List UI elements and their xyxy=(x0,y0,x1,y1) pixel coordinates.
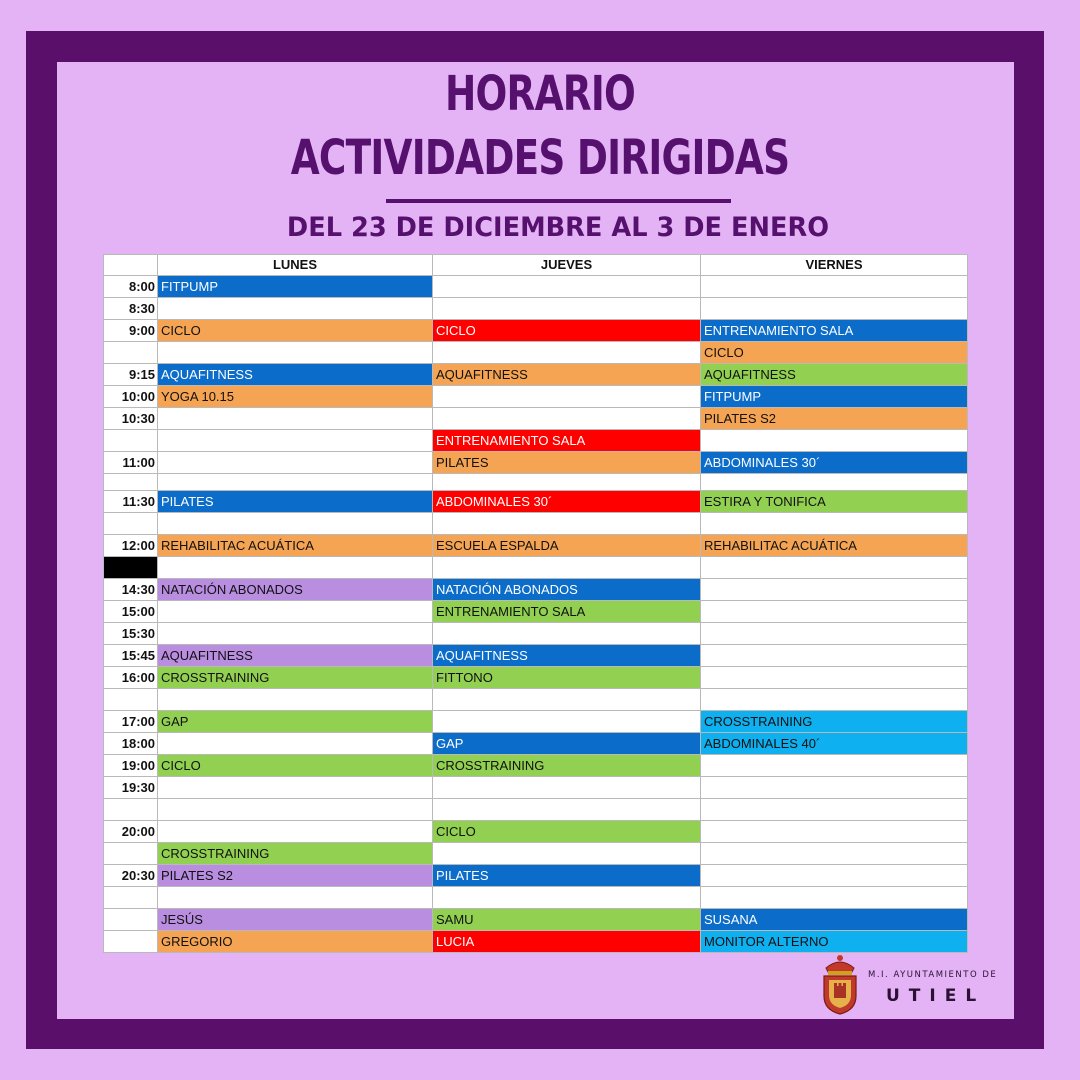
table-row xyxy=(104,430,968,452)
column-header-time xyxy=(104,255,158,276)
activity-cell-viernes: CROSSTRAINING xyxy=(701,711,968,733)
organization-label: M.I. AYUNTAMIENTO DE xyxy=(868,970,998,980)
table-row xyxy=(104,909,968,931)
time-cell: 20:00 xyxy=(104,821,158,843)
schedule-header-row xyxy=(104,255,968,276)
schedule-body xyxy=(104,276,968,953)
time-cell: 12:00 xyxy=(104,535,158,557)
table-row xyxy=(104,887,968,909)
table-row xyxy=(104,408,968,430)
activity-cell-viernes xyxy=(701,821,968,843)
activity-cell-lunes xyxy=(158,298,433,320)
table-row xyxy=(104,733,968,755)
activity-cell-viernes xyxy=(701,557,968,579)
activity-cell-lunes xyxy=(158,513,433,535)
page-title-line2: ACTIVIDADES DIRIGIDAS xyxy=(290,130,790,186)
time-cell: 9:00 xyxy=(104,320,158,342)
activity-cell-jueves: CROSSTRAINING xyxy=(433,755,701,777)
activity-cell-jueves: ABDOMINALES 30´ xyxy=(433,491,701,513)
table-row xyxy=(104,320,968,342)
time-cell xyxy=(104,430,158,452)
activity-cell-jueves xyxy=(433,799,701,821)
activity-cell-jueves: NATACIÓN ABONADOS xyxy=(433,579,701,601)
table-row xyxy=(104,843,968,865)
table-row xyxy=(104,298,968,320)
activity-cell-lunes xyxy=(158,342,433,364)
time-cell: 14:30 xyxy=(104,579,158,601)
activity-cell-lunes xyxy=(158,557,433,579)
activity-cell-lunes xyxy=(158,408,433,430)
activity-cell-viernes xyxy=(701,298,968,320)
table-row xyxy=(104,689,968,711)
table-row xyxy=(104,865,968,887)
column-header-viernes: VIERNES xyxy=(701,255,968,276)
table-row xyxy=(104,711,968,733)
activity-cell-viernes xyxy=(701,843,968,865)
activity-cell-viernes xyxy=(701,645,968,667)
activity-cell-viernes: FITPUMP xyxy=(701,386,968,408)
activity-cell-lunes xyxy=(158,430,433,452)
time-cell: 11:30 xyxy=(104,491,158,513)
activity-cell-jueves: AQUAFITNESS xyxy=(433,364,701,386)
activity-cell-viernes xyxy=(701,799,968,821)
table-row xyxy=(104,452,968,474)
time-cell xyxy=(104,513,158,535)
table-row xyxy=(104,491,968,513)
activity-cell-viernes: AQUAFITNESS xyxy=(701,364,968,386)
time-cell: 10:00 xyxy=(104,386,158,408)
activity-cell-viernes: CICLO xyxy=(701,342,968,364)
table-row xyxy=(104,386,968,408)
activity-cell-lunes: CROSSTRAINING xyxy=(158,843,433,865)
activity-cell-viernes xyxy=(701,430,968,452)
activity-cell-jueves xyxy=(433,557,701,579)
table-row xyxy=(104,513,968,535)
activity-cell-jueves xyxy=(433,623,701,645)
date-range-subtitle: DEL 23 DE DICIEMBRE AL 3 DE ENERO xyxy=(286,212,830,243)
activity-cell-lunes xyxy=(158,821,433,843)
activity-cell-jueves: ESCUELA ESPALDA xyxy=(433,535,701,557)
activity-cell-lunes: PILATES S2 xyxy=(158,865,433,887)
activity-cell-jueves: CICLO xyxy=(433,821,701,843)
time-cell xyxy=(104,474,158,491)
activity-cell-jueves xyxy=(433,408,701,430)
activity-cell-jueves xyxy=(433,513,701,535)
time-cell xyxy=(104,931,158,953)
activity-cell-jueves xyxy=(433,887,701,909)
time-cell: 20:30 xyxy=(104,865,158,887)
time-cell: 16:00 xyxy=(104,667,158,689)
table-row xyxy=(104,579,968,601)
time-cell: 8:00 xyxy=(104,276,158,298)
time-cell xyxy=(104,342,158,364)
activity-cell-jueves xyxy=(433,298,701,320)
activity-cell-lunes xyxy=(158,623,433,645)
activity-cell-viernes: REHABILITAC ACUÁTICA xyxy=(701,535,968,557)
activity-cell-lunes: NATACIÓN ABONADOS xyxy=(158,579,433,601)
activity-cell-jueves xyxy=(433,342,701,364)
table-row xyxy=(104,645,968,667)
title-underline xyxy=(386,199,731,203)
activity-cell-lunes: FITPUMP xyxy=(158,276,433,298)
time-cell: 8:30 xyxy=(104,298,158,320)
activity-cell-lunes: CICLO xyxy=(158,320,433,342)
coat-of-arms-icon xyxy=(818,952,862,1016)
activity-cell-viernes xyxy=(701,513,968,535)
activity-cell-jueves xyxy=(433,276,701,298)
activity-cell-jueves xyxy=(433,386,701,408)
time-cell: 17:00 xyxy=(104,711,158,733)
activity-cell-lunes: GREGORIO xyxy=(158,931,433,953)
table-row xyxy=(104,931,968,953)
table-row xyxy=(104,755,968,777)
activity-cell-jueves xyxy=(433,474,701,491)
activity-cell-lunes xyxy=(158,689,433,711)
activity-cell-lunes: PILATES xyxy=(158,491,433,513)
activity-cell-lunes xyxy=(158,452,433,474)
activity-cell-jueves xyxy=(433,843,701,865)
time-cell xyxy=(104,557,158,579)
activity-cell-lunes: GAP xyxy=(158,711,433,733)
activity-cell-jueves xyxy=(433,711,701,733)
time-cell: 19:30 xyxy=(104,777,158,799)
activity-cell-jueves: FITTONO xyxy=(433,667,701,689)
activity-cell-viernes: ABDOMINALES 30´ xyxy=(701,452,968,474)
activity-cell-viernes xyxy=(701,667,968,689)
table-row xyxy=(104,535,968,557)
activity-cell-jueves: LUCIA xyxy=(433,931,701,953)
activity-cell-jueves: GAP xyxy=(433,733,701,755)
activity-cell-viernes xyxy=(701,623,968,645)
table-row xyxy=(104,777,968,799)
activity-cell-jueves xyxy=(433,777,701,799)
table-row xyxy=(104,623,968,645)
activity-cell-jueves: CICLO xyxy=(433,320,701,342)
table-row xyxy=(104,474,968,491)
time-cell: 15:00 xyxy=(104,601,158,623)
time-cell xyxy=(104,909,158,931)
activity-cell-lunes: AQUAFITNESS xyxy=(158,645,433,667)
organization-name: UTIEL xyxy=(886,986,986,1006)
activity-cell-lunes xyxy=(158,733,433,755)
time-cell xyxy=(104,799,158,821)
time-cell xyxy=(104,887,158,909)
activity-cell-lunes: CICLO xyxy=(158,755,433,777)
activity-cell-lunes: CROSSTRAINING xyxy=(158,667,433,689)
activity-cell-viernes xyxy=(701,474,968,491)
activity-cell-lunes xyxy=(158,777,433,799)
activity-cell-lunes: YOGA 10.15 xyxy=(158,386,433,408)
table-row xyxy=(104,342,968,364)
activity-cell-lunes: AQUAFITNESS xyxy=(158,364,433,386)
table-row xyxy=(104,821,968,843)
column-header-lunes: LUNES xyxy=(158,255,433,276)
activity-cell-viernes: MONITOR ALTERNO xyxy=(701,931,968,953)
schedule-table xyxy=(103,254,968,953)
time-cell: 9:15 xyxy=(104,364,158,386)
activity-cell-viernes xyxy=(701,276,968,298)
time-cell: 18:00 xyxy=(104,733,158,755)
activity-cell-jueves: ENTRENAMIENTO SALA xyxy=(433,601,701,623)
activity-cell-viernes xyxy=(701,579,968,601)
activity-cell-jueves: SAMU xyxy=(433,909,701,931)
time-cell: 10:30 xyxy=(104,408,158,430)
time-cell: 19:00 xyxy=(104,755,158,777)
activity-cell-lunes xyxy=(158,799,433,821)
table-row xyxy=(104,276,968,298)
activity-cell-viernes xyxy=(701,865,968,887)
time-cell xyxy=(104,689,158,711)
table-row xyxy=(104,601,968,623)
activity-cell-lunes xyxy=(158,601,433,623)
activity-cell-jueves xyxy=(433,689,701,711)
activity-cell-viernes: ENTRENAMIENTO SALA xyxy=(701,320,968,342)
table-row xyxy=(104,557,968,579)
activity-cell-viernes: ESTIRA Y TONIFICA xyxy=(701,491,968,513)
activity-cell-jueves: ENTRENAMIENTO SALA xyxy=(433,430,701,452)
activity-cell-viernes xyxy=(701,887,968,909)
table-row xyxy=(104,799,968,821)
activity-cell-viernes xyxy=(701,601,968,623)
time-cell: 15:45 xyxy=(104,645,158,667)
activity-cell-viernes: PILATES S2 xyxy=(701,408,968,430)
time-cell xyxy=(104,843,158,865)
activity-cell-lunes: REHABILITAC ACUÁTICA xyxy=(158,535,433,557)
activity-cell-viernes xyxy=(701,755,968,777)
column-header-jueves: JUEVES xyxy=(433,255,701,276)
time-cell: 15:30 xyxy=(104,623,158,645)
activity-cell-lunes xyxy=(158,474,433,491)
table-row xyxy=(104,364,968,386)
table-row xyxy=(104,667,968,689)
activity-cell-viernes xyxy=(701,689,968,711)
activity-cell-viernes: ABDOMINALES 40´ xyxy=(701,733,968,755)
activity-cell-viernes xyxy=(701,777,968,799)
activity-cell-viernes: SUSANA xyxy=(701,909,968,931)
time-cell: 11:00 xyxy=(104,452,158,474)
activity-cell-lunes: JESÚS xyxy=(158,909,433,931)
activity-cell-lunes xyxy=(158,887,433,909)
activity-cell-jueves: AQUAFITNESS xyxy=(433,645,701,667)
activity-cell-jueves: PILATES xyxy=(433,452,701,474)
activity-cell-jueves: PILATES xyxy=(433,865,701,887)
page-title-line1: HORARIO xyxy=(444,66,636,122)
